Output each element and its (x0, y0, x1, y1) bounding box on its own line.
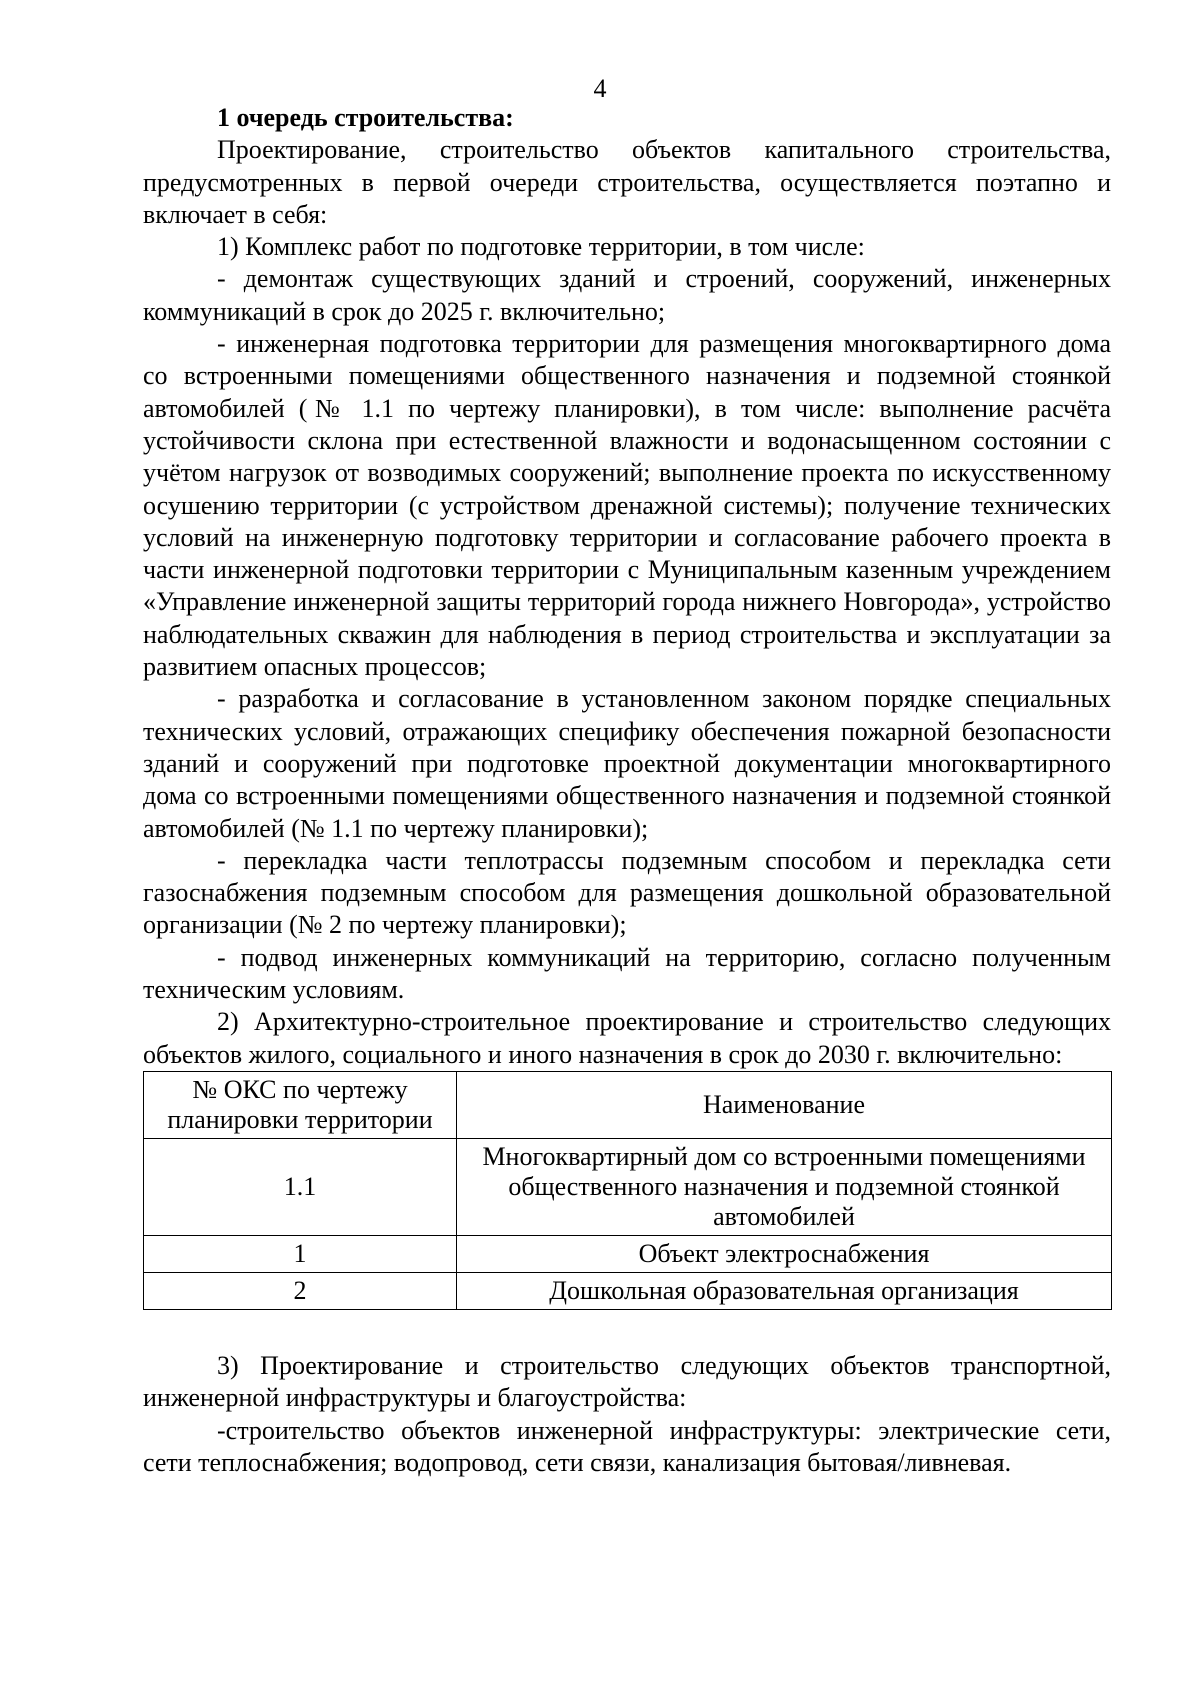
column-header-name: Наименование (457, 1071, 1112, 1138)
table-cell-name: Объект электроснабжения (457, 1235, 1112, 1272)
document-body (143, 102, 1111, 1479)
table-row (144, 1138, 1112, 1235)
utilities-paragraph: - подвод инженерных коммуникаций на территорию, согласно полученным техническим условиям. (143, 942, 1111, 1005)
table-cell-number: 1.1 (144, 1138, 457, 1235)
infrastructure-paragraph: -строительство объектов инженерной инфраструктуры: электрические сети, сети теплоснабжения; водопровод, сети связи, канализация бытовая/ливневая. (143, 1415, 1111, 1477)
item-3-paragraph: 3) Проектирование и строительство следующих объектов транспортной, инженерной инфраструктуры и благоустройства: (143, 1350, 1111, 1413)
table-cell-name: Многоквартирный дом со встроенными помещениями общественного назначения и подземной стоянкой автомобилей (457, 1138, 1112, 1235)
table-row (144, 1235, 1112, 1272)
intro-paragraph: Проектирование, строительство объектов капитального строительства, предусмотренных в первой очереди строительства, осуществляется поэтапно и включает в себя: (143, 135, 1111, 229)
table-cell-name: Дошкольная образовательная организация (457, 1272, 1112, 1309)
item-1-paragraph: 1) Комплекс работ по подготовке территории, в том числе: (217, 232, 865, 262)
table-row (144, 1272, 1112, 1309)
heating-relocation-paragraph: - перекладка части теплотрассы подземным способом и перекладка сети газоснабжения подземным способом для размещения дошкольной образовательной организации (№ 2 по чертежу планировки); (143, 845, 1111, 940)
page-number: 4 (593, 74, 607, 103)
table-cell-number: 2 (144, 1272, 457, 1309)
demolition-paragraph: - демонтаж существующих зданий и строений, сооружений, инженерных коммуникаций в срок до 2025 г. включительно; (143, 264, 1111, 326)
column-header-number: № ОКС по чертежу планировки территории (144, 1071, 457, 1138)
table-cell-number: 1 (144, 1235, 457, 1272)
fire-safety-paragraph: - разработка и согласование в установленном законом порядке специальных технических условий, отражающих специфику обеспечения пожарной безопасности зданий и сооружений при подготовке проектной документации многоквартирного дома со встроенными помещениями общественного назначения и подземной стоянкой автомобилей (№ 1.1 по чертежу планировки); (143, 684, 1111, 843)
engineering-prep-paragraph: - инженерная подготовка территории для размещения многоквартирного дома со встроенными помещениями общественного назначения и подземной стоянкой автомобилей (№ 1.1 по чертежу планировки), в том числе: выполнение расчёта устойчивости склона при естественной влажности и водонасыщенном состоянии с учётом нагрузок от возводимых сооружений; выполнение проекта по искусственному осушению территории (с устройством дренажной системы); получение технических условий на инженерную подготовку территории и согласование рабочего проекта в части инженерной подготовки территории с Муниципальным казенным учреждением «Управление инженерной защиты территорий города нижнего Новгорода», устройство наблюдательных скважин для наблюдения в период строительства и эксплуатации за развитием опасных процессов; (143, 329, 1111, 682)
item-2-paragraph: 2) Архитектурно-строительное проектирование и строительство следующих объектов жилого, социального и иного назначения в срок до 2030 г. включительно: (143, 1007, 1111, 1069)
section-heading: 1 очередь строительства: (217, 103, 514, 132)
oks-table (143, 1071, 1112, 1310)
table-header-row (144, 1071, 1112, 1138)
